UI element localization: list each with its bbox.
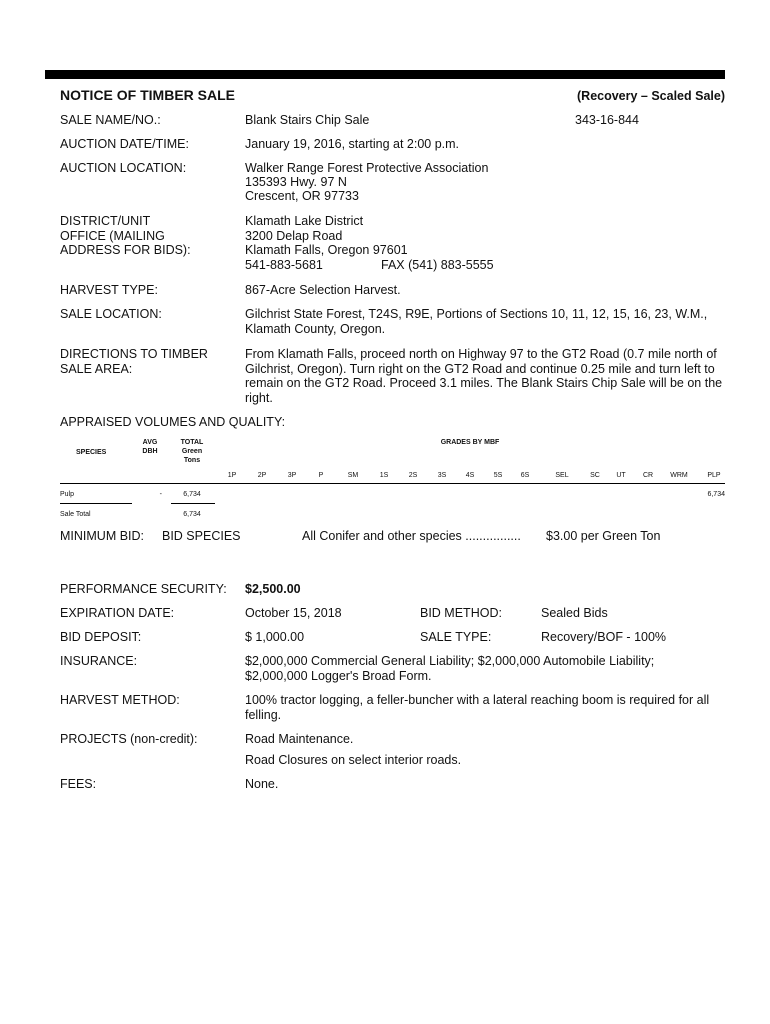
col-total-header-line-1: TOTAL — [180, 439, 204, 446]
grade-5s: 5S — [493, 472, 503, 479]
district-line-1: Klamath Lake District — [245, 214, 364, 228]
grade-sel: SEL — [555, 472, 569, 479]
bid-species-label: BID SPECIES — [162, 529, 241, 543]
directions-label-line-2: SALE AREA: — [60, 362, 133, 376]
grades-heading: GRADES BY MBF — [440, 439, 500, 446]
page-title: NOTICE OF TIMBER SALE — [60, 87, 235, 103]
grade-2s: 2S — [408, 472, 418, 479]
expiration-date-label: EXPIRATION DATE: — [60, 606, 175, 620]
sale-name-label: SALE NAME/NO.: — [60, 113, 161, 127]
grade-1p: 1P — [227, 472, 237, 479]
grade-plp: PLP — [707, 472, 721, 479]
sale-total-label: Sale Total — [60, 511, 91, 518]
sale-type-value: Recovery/BOF - 100% — [541, 630, 667, 644]
fees-label: FEES: — [60, 777, 97, 791]
sale-location-line-2: Klamath County, Oregon. — [245, 322, 386, 336]
directions-label-line-1: DIRECTIONS TO TIMBER — [60, 347, 208, 361]
grade-6s: 6S — [520, 472, 530, 479]
total-rule-right — [171, 503, 215, 504]
row-pulp-total: 6,734 — [183, 491, 201, 498]
total-rule-left — [60, 503, 132, 504]
col-avg-header-line-2: DBH — [142, 448, 158, 455]
directions-line-1: From Klamath Falls, proceed north on Highway 97 to the GT2 Road (0.7 mile north of — [245, 347, 717, 361]
col-total-header-line-3: Tons — [183, 457, 201, 464]
district-label-line-2: OFFICE (MAILING — [60, 229, 165, 243]
volumes-header-rule — [60, 483, 725, 484]
harvest-type-label: HARVEST TYPE: — [60, 283, 158, 297]
row-pulp-avg-dbh: - — [159, 491, 162, 498]
directions-line-4: right. — [245, 391, 273, 405]
insurance-line-1: $2,000,000 Commercial General Liability; $2,000,000 Automobile Liability; — [245, 654, 655, 668]
grade-1s: 1S — [379, 472, 389, 479]
performance-security-label: PERFORMANCE SECURITY: — [60, 582, 227, 596]
auction-location-line-3: Crescent, OR 97733 — [245, 189, 359, 203]
grade-3s: 3S — [437, 472, 447, 479]
sale-location-label: SALE LOCATION: — [60, 307, 162, 321]
district-line-3: Klamath Falls, Oregon 97601 — [245, 243, 408, 257]
volumes-heading: APPRAISED VOLUMES AND QUALITY: — [60, 415, 286, 429]
grade-4s: 4S — [465, 472, 475, 479]
grade-ut: UT — [616, 472, 626, 479]
insurance-label: INSURANCE: — [60, 654, 138, 668]
projects-line-2: Road Closures on select interior roads. — [245, 753, 462, 767]
grade-2p: 2P — [257, 472, 267, 479]
col-total-header-line-2: Green — [181, 448, 203, 455]
district-label-line-3: ADDRESS FOR BIDS): — [60, 243, 191, 257]
col-species-header: SPECIES — [76, 449, 107, 456]
grade-3p: 3P — [287, 472, 297, 479]
harvest-type-value: 867-Acre Selection Harvest. — [245, 283, 401, 297]
sale-total-value: 6,734 — [183, 511, 201, 518]
auction-location-line-1: Walker Range Forest Protective Association — [245, 161, 489, 175]
district-fax: FAX (541) 883-5555 — [381, 258, 494, 272]
top-rule — [45, 70, 725, 79]
harvest-method-label: HARVEST METHOD: — [60, 693, 180, 707]
auction-datetime-label: AUCTION DATE/TIME: — [60, 137, 189, 151]
col-avg-header-line-1: AVG — [142, 439, 158, 446]
bid-deposit-label: BID DEPOSIT: — [60, 630, 142, 644]
district-line-2: 3200 Delap Road — [245, 229, 343, 243]
grade-p: P — [318, 472, 324, 479]
bid-species-value: All Conifer and other species ................ — [302, 529, 521, 543]
bid-deposit-value: $ 1,000.00 — [245, 630, 305, 644]
grade-sc: SC — [590, 472, 600, 479]
fees-value: None. — [245, 777, 279, 791]
harvest-method-line-1: 100% tractor logging, a feller-buncher with a lateral reaching boom is required for all — [245, 693, 710, 707]
bid-method-label: BID METHOD: — [420, 606, 502, 620]
insurance-line-2: $2,000,000 Logger's Broad Form. — [245, 669, 432, 683]
district-phone: 541-883-5681 — [245, 258, 323, 272]
grade-wrm: WRM — [670, 472, 688, 479]
projects-line-1: Road Maintenance. — [245, 732, 354, 746]
bid-method-value: Sealed Bids — [541, 606, 608, 620]
grade-sm: SM — [347, 472, 359, 479]
harvest-method-line-2: felling. — [245, 708, 282, 722]
bid-price: $3.00 per Green Ton — [546, 529, 661, 543]
auction-datetime-value: January 19, 2016, starting at 2:00 p.m. — [245, 137, 460, 151]
auction-location-line-2: 135393 Hwy. 97 N — [245, 175, 347, 189]
sale-number: 343-16-844 — [575, 113, 639, 127]
row-pulp-species: Pulp — [60, 491, 75, 498]
row-pulp-plp: 6,734 — [707, 491, 725, 498]
sale-location-line-1: Gilchrist State Forest, T24S, R9E, Portions of Sections 10, 11, 12, 15, 16, 23, W.M., — [245, 307, 708, 321]
projects-label: PROJECTS (non-credit): — [60, 732, 198, 746]
directions-line-2: Gilchrist, Oregon). Turn right on the GT2 Road and continue 0.25 mile and turn left to — [245, 362, 715, 376]
district-label-line-1: DISTRICT/UNIT — [60, 214, 151, 228]
auction-location-label: AUCTION LOCATION: — [60, 161, 187, 175]
sale-name-value: Blank Stairs Chip Sale — [245, 113, 370, 127]
performance-security-value: $2,500.00 — [245, 582, 301, 596]
sale-kind-subtitle: (Recovery – Scaled Sale) — [577, 89, 725, 103]
directions-line-3: remain on the GT2 Road. Proceed 3.1 miles. The Blank Stairs Chip Sale will be on the — [245, 376, 723, 390]
minimum-bid-label: MINIMUM BID: — [60, 529, 145, 543]
grade-cr: CR — [642, 472, 654, 479]
sale-type-label: SALE TYPE: — [420, 630, 492, 644]
expiration-date-value: October 15, 2018 — [245, 606, 342, 620]
